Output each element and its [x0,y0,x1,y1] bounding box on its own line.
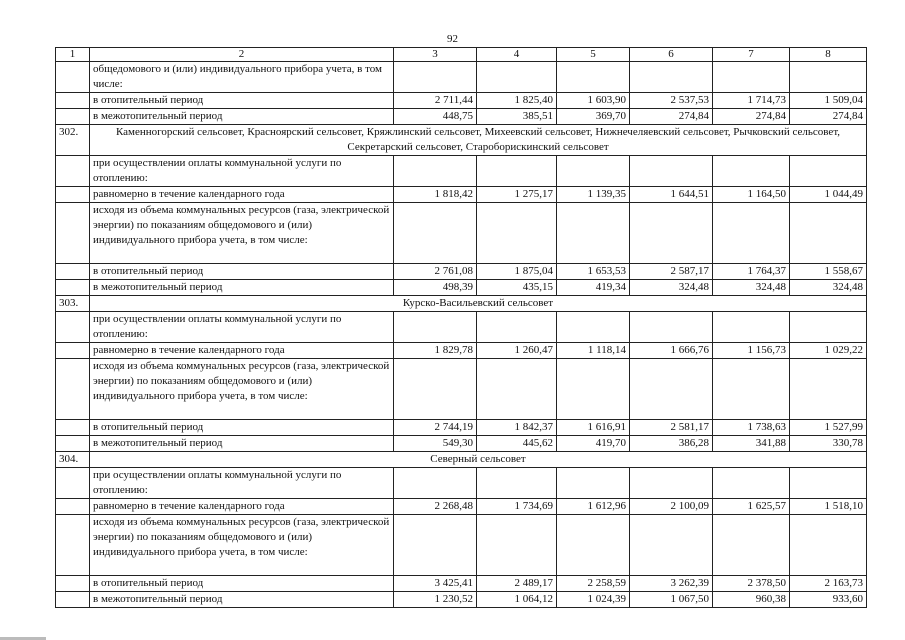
row-number [56,264,90,280]
value-cell: 1 558,67 [790,264,867,280]
value-cell: 2 163,73 [790,576,867,592]
value-cell: 419,70 [557,436,630,452]
row-label: в межотопительный период [90,109,394,125]
empty-cell [394,203,477,264]
value-cell: 2 489,17 [477,576,557,592]
row-number [56,109,90,125]
row-label: равномерно в течение календарного года [90,343,394,359]
value-cell: 330,78 [790,436,867,452]
value-cell: 419,34 [557,280,630,296]
empty-cell [630,312,713,343]
description-row [56,312,867,343]
row-label: при осуществлении оплаты коммунальной услуги по отоплению: [90,312,394,343]
value-cell: 2 581,17 [630,420,713,436]
row-label: при осуществлении оплаты коммунальной услуги по отоплению: [90,156,394,187]
value-cell: 1 067,50 [630,592,713,608]
empty-cell [394,468,477,499]
empty-cell [713,515,790,576]
value-cell: 1 644,51 [630,187,713,203]
row-number [56,62,90,93]
empty-cell [713,468,790,499]
value-cell: 1 738,63 [713,420,790,436]
column-number: 2 [90,48,394,62]
value-cell: 1 818,42 [394,187,477,203]
value-cell: 1 616,91 [557,420,630,436]
empty-cell [394,62,477,93]
row-label: в отопительный период [90,420,394,436]
row-number [56,515,90,576]
value-cell: 1 829,78 [394,343,477,359]
empty-cell [477,62,557,93]
column-number: 6 [630,48,713,62]
value-cell: 1 260,47 [477,343,557,359]
value-cell: 3 262,39 [630,576,713,592]
empty-cell [477,203,557,264]
table-row [56,343,867,359]
empty-cell [630,359,713,420]
column-number: 3 [394,48,477,62]
column-number: 8 [790,48,867,62]
section-title: Каменногорский сельсовет, Красноярский сельсовет, Кряжлинский сельсовет, Михеевский сельсовет, Нижнечеляевский сельсовет, Рычковский сельсовет, Секретарский сельсовет, Староборискинский сельсовет [90,125,867,156]
value-cell: 1 842,37 [477,420,557,436]
value-cell: 274,84 [713,109,790,125]
value-cell: 1 653,53 [557,264,630,280]
value-cell: 435,15 [477,280,557,296]
row-label: равномерно в течение календарного года [90,187,394,203]
value-cell: 1 275,17 [477,187,557,203]
table-row [56,280,867,296]
empty-cell [790,359,867,420]
section-row [56,452,867,468]
empty-cell [557,62,630,93]
value-cell: 2 100,09 [630,499,713,515]
row-number [56,280,90,296]
empty-cell [790,156,867,187]
row-number [56,576,90,592]
value-cell: 1 509,04 [790,93,867,109]
table-row [56,576,867,592]
table-row [56,592,867,608]
table-row [56,109,867,125]
row-number [56,420,90,436]
value-cell: 385,51 [477,109,557,125]
row-label: в отопительный период [90,93,394,109]
row-label: в отопительный период [90,576,394,592]
value-cell: 1 139,35 [557,187,630,203]
value-cell: 274,84 [630,109,713,125]
description-row [56,156,867,187]
value-cell: 933,60 [790,592,867,608]
row-number [56,93,90,109]
value-cell: 1 625,57 [713,499,790,515]
row-number [56,499,90,515]
empty-cell [477,312,557,343]
value-cell: 1 764,37 [713,264,790,280]
empty-cell [790,312,867,343]
row-number [56,592,90,608]
row-label: исходя из объема коммунальных ресурсов (газа, электрической энергии) по показаниям общедомового и (или) индивидуального прибора учета, в том числе: [90,359,394,420]
value-cell: 1 666,76 [630,343,713,359]
value-cell: 324,48 [790,280,867,296]
empty-cell [477,359,557,420]
row-label: равномерно в течение календарного года [90,499,394,515]
section-title: Северный сельсовет [90,452,867,468]
value-cell: 1 734,69 [477,499,557,515]
description-row [56,515,867,576]
value-cell: 1 230,52 [394,592,477,608]
value-cell: 1 527,99 [790,420,867,436]
tariff-table [55,47,867,608]
value-cell: 498,39 [394,280,477,296]
value-cell: 2 744,19 [394,420,477,436]
row-label: при осуществлении оплаты коммунальной услуги по отоплению: [90,468,394,499]
table-row [56,93,867,109]
empty-cell [394,515,477,576]
value-cell: 1 518,10 [790,499,867,515]
value-cell: 274,84 [790,109,867,125]
value-cell: 2 268,48 [394,499,477,515]
value-cell: 960,38 [713,592,790,608]
value-cell: 1 118,14 [557,343,630,359]
value-cell: 2 711,44 [394,93,477,109]
column-number: 1 [56,48,90,62]
column-number: 4 [477,48,557,62]
value-cell: 1 064,12 [477,592,557,608]
empty-cell [630,203,713,264]
value-cell: 448,75 [394,109,477,125]
row-number [56,468,90,499]
empty-cell [790,515,867,576]
table-row [56,264,867,280]
value-cell: 324,48 [713,280,790,296]
empty-cell [630,62,713,93]
value-cell: 1 603,90 [557,93,630,109]
row-label: исходя из объема коммунальных ресурсов (газа, электрической энергии) по показаниям общедомового и (или) индивидуального прибора учета, в том числе: [90,203,394,264]
section-row [56,125,867,156]
value-cell: 1 875,04 [477,264,557,280]
value-cell: 2 587,17 [630,264,713,280]
empty-cell [557,312,630,343]
empty-cell [630,515,713,576]
table-row [56,436,867,452]
row-number: 303. [56,296,90,312]
row-label: исходя из объема коммунальных ресурсов (газа, электрической энергии) по показаниям общедомового и (или) индивидуального прибора учета, в том числе: [90,515,394,576]
section-row [56,296,867,312]
table-row [56,420,867,436]
table-row [56,499,867,515]
empty-cell [630,468,713,499]
table-row [56,187,867,203]
value-cell: 549,30 [394,436,477,452]
column-number: 5 [557,48,630,62]
value-cell: 1 612,96 [557,499,630,515]
value-cell: 2 258,59 [557,576,630,592]
row-label: в межотопительный период [90,592,394,608]
empty-cell [713,359,790,420]
empty-cell [713,62,790,93]
section-title: Курско-Васильевский сельсовет [90,296,867,312]
row-number: 302. [56,125,90,156]
value-cell: 369,70 [557,109,630,125]
row-number [56,312,90,343]
empty-cell [477,468,557,499]
empty-cell [790,203,867,264]
column-number: 7 [713,48,790,62]
row-number [56,359,90,420]
row-label: в отопительный период [90,264,394,280]
value-cell: 386,28 [630,436,713,452]
row-number [56,436,90,452]
value-cell: 1 029,22 [790,343,867,359]
empty-cell [557,468,630,499]
value-cell: 1 044,49 [790,187,867,203]
value-cell: 324,48 [630,280,713,296]
row-number [56,203,90,264]
row-label: в межотопительный период [90,436,394,452]
empty-cell [790,468,867,499]
row-number [56,156,90,187]
value-cell: 2 537,53 [630,93,713,109]
row-label: общедомового и (или) индивидуального прибора учета, в том числе: [90,62,394,93]
value-cell: 1 024,39 [557,592,630,608]
column-number-row [56,48,867,62]
value-cell: 3 425,41 [394,576,477,592]
value-cell: 2 761,08 [394,264,477,280]
empty-cell [477,515,557,576]
empty-cell [557,515,630,576]
empty-cell [790,62,867,93]
empty-cell [394,156,477,187]
page-number: 92 [447,33,458,45]
value-cell: 1 164,50 [713,187,790,203]
description-row [56,468,867,499]
empty-cell [713,156,790,187]
row-label: в межотопительный период [90,280,394,296]
description-row [56,203,867,264]
row-number [56,343,90,359]
description-row [56,62,867,93]
value-cell: 1 825,40 [477,93,557,109]
empty-cell [630,156,713,187]
empty-cell [557,359,630,420]
row-number [56,187,90,203]
empty-cell [477,156,557,187]
empty-cell [394,359,477,420]
value-cell: 2 378,50 [713,576,790,592]
value-cell: 1 156,73 [713,343,790,359]
empty-cell [557,156,630,187]
description-row [56,359,867,420]
empty-cell [394,312,477,343]
value-cell: 341,88 [713,436,790,452]
empty-cell [557,203,630,264]
empty-cell [713,312,790,343]
value-cell: 1 714,73 [713,93,790,109]
value-cell: 445,62 [477,436,557,452]
table-body [56,48,867,608]
row-number: 304. [56,452,90,468]
empty-cell [713,203,790,264]
